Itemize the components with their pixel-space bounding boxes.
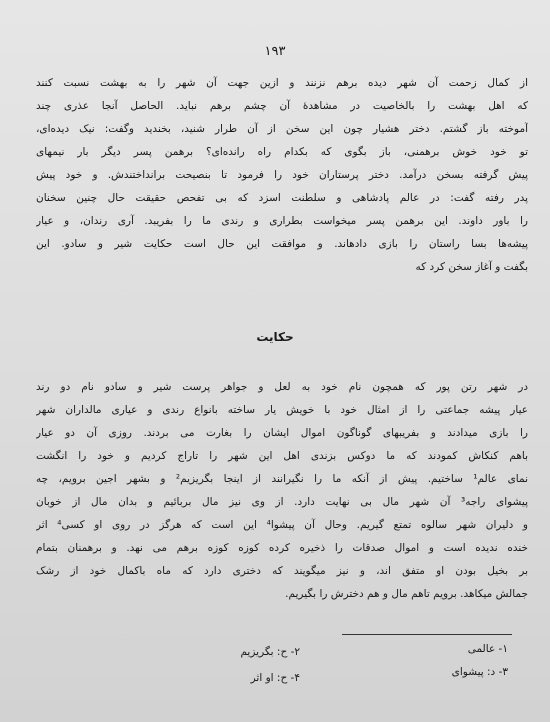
section-title: حکایت [256, 330, 294, 344]
text-line: نمای عالم¹ ساختیم. پیش از آنکه ما را نگیرانند از اینجا بگریزیم² و بشهر اجین برویم، چه [36, 473, 528, 485]
text-line: پدر رفته گفت: در عالم پادشاهی و سلطنت اسزد که بی تفحص حقیقت حال چنین سخنان [36, 192, 528, 204]
text-line: بر بخیل بودن او متفق اند، و نیز میگویند که دختری دارد که ماه باکمال خود از رشک [36, 565, 528, 577]
text-line: جمالش میکاهد. برویم تاهم مال و هم دخترش را بگیریم. [285, 588, 528, 600]
text-line: بگفت و آغاز سخن کرد که [415, 261, 528, 273]
text-line: خنده ندیده است و اموال صدقات را ذخیره کرده کوزه کوزه برهم می نهد. و برهمنان بتمام [36, 542, 528, 554]
footnote: ۱- عالمی [467, 643, 508, 655]
text-line: پیش گرفته بسخن درآمد. دختر پرستاران خود را فرمود تا بنصیحت برانداختندش. و خود پیش [36, 169, 528, 181]
text-line: را باور داوند. این برهمن پسر میخواست بطراری و رندی ما را بفریبد. آری رندان، و عیار [36, 215, 528, 227]
text-line: باهم کنکاش کمودند که ما دوکس بزندی اهل این شهر را تاراج کردیم و خود را انگشت [36, 450, 528, 462]
paragraph-intro [36, 72, 528, 279]
text-line: از کمال زحمت آن شهر دیده برهم نزنند و ازین جهت آن شهر را به بهشت نسبت کنند [36, 77, 528, 89]
text-line: آموخته باز گشتم. دختر هشیار چون این سخن از آن طرار شنید، بخندید وگفت: نیک دیده‌ای، [36, 123, 528, 135]
text-line: در شهر رتن پور که همچون نام خود به لعل و جواهر پرست شیر و سادو نام دو رند [36, 381, 528, 393]
text-line: تو خود خوش برهمنی، باز بگوی که بکدام راه رانده‌ای؟ برهمن پسر دیگر بار نیمهای [36, 146, 528, 158]
text-line: پیشه‌ها بسا راستان را بازی دادهاند. و موافقت این حال است حکایت شیر و سادو. این [36, 238, 528, 250]
text-line: را بازی میدادند و بفریبهای گوناگون اموال ایشان را بغارت می بردند. روزی آن دو عیار [36, 427, 528, 439]
footnote-divider [342, 634, 512, 635]
paragraph-story [36, 376, 528, 606]
page-number: ۱۹۳ [264, 44, 286, 59]
text-line: که اهل بهشت را بالخاصیت در مشاهدهٔ آن چشم برهم نباید. الحاصل آنجا عذری چند [36, 100, 528, 112]
text-line: و دلیران شهر سالوه تمتع گیریم. وحال آن پیشوا⁴ این است که هرگز در روی او کسی⁴ اثر [36, 519, 528, 531]
footnote: ۴- ح: او اثر [250, 672, 300, 684]
text-line: عیار پیشه جماعتی را از امثال خود با خویش یار ساخته بانواع رندی و عیاری مالداران شهر [36, 404, 528, 416]
text-line: پیشوای راجه³ آن شهر مال بی نهایت دارد. از وی نیز مال بربائیم و بدان مال از خوبان [36, 496, 528, 508]
footnote: ۳- د: پیشوای [451, 666, 508, 678]
footnote: ۲- ح: بگریزیم [240, 646, 300, 658]
